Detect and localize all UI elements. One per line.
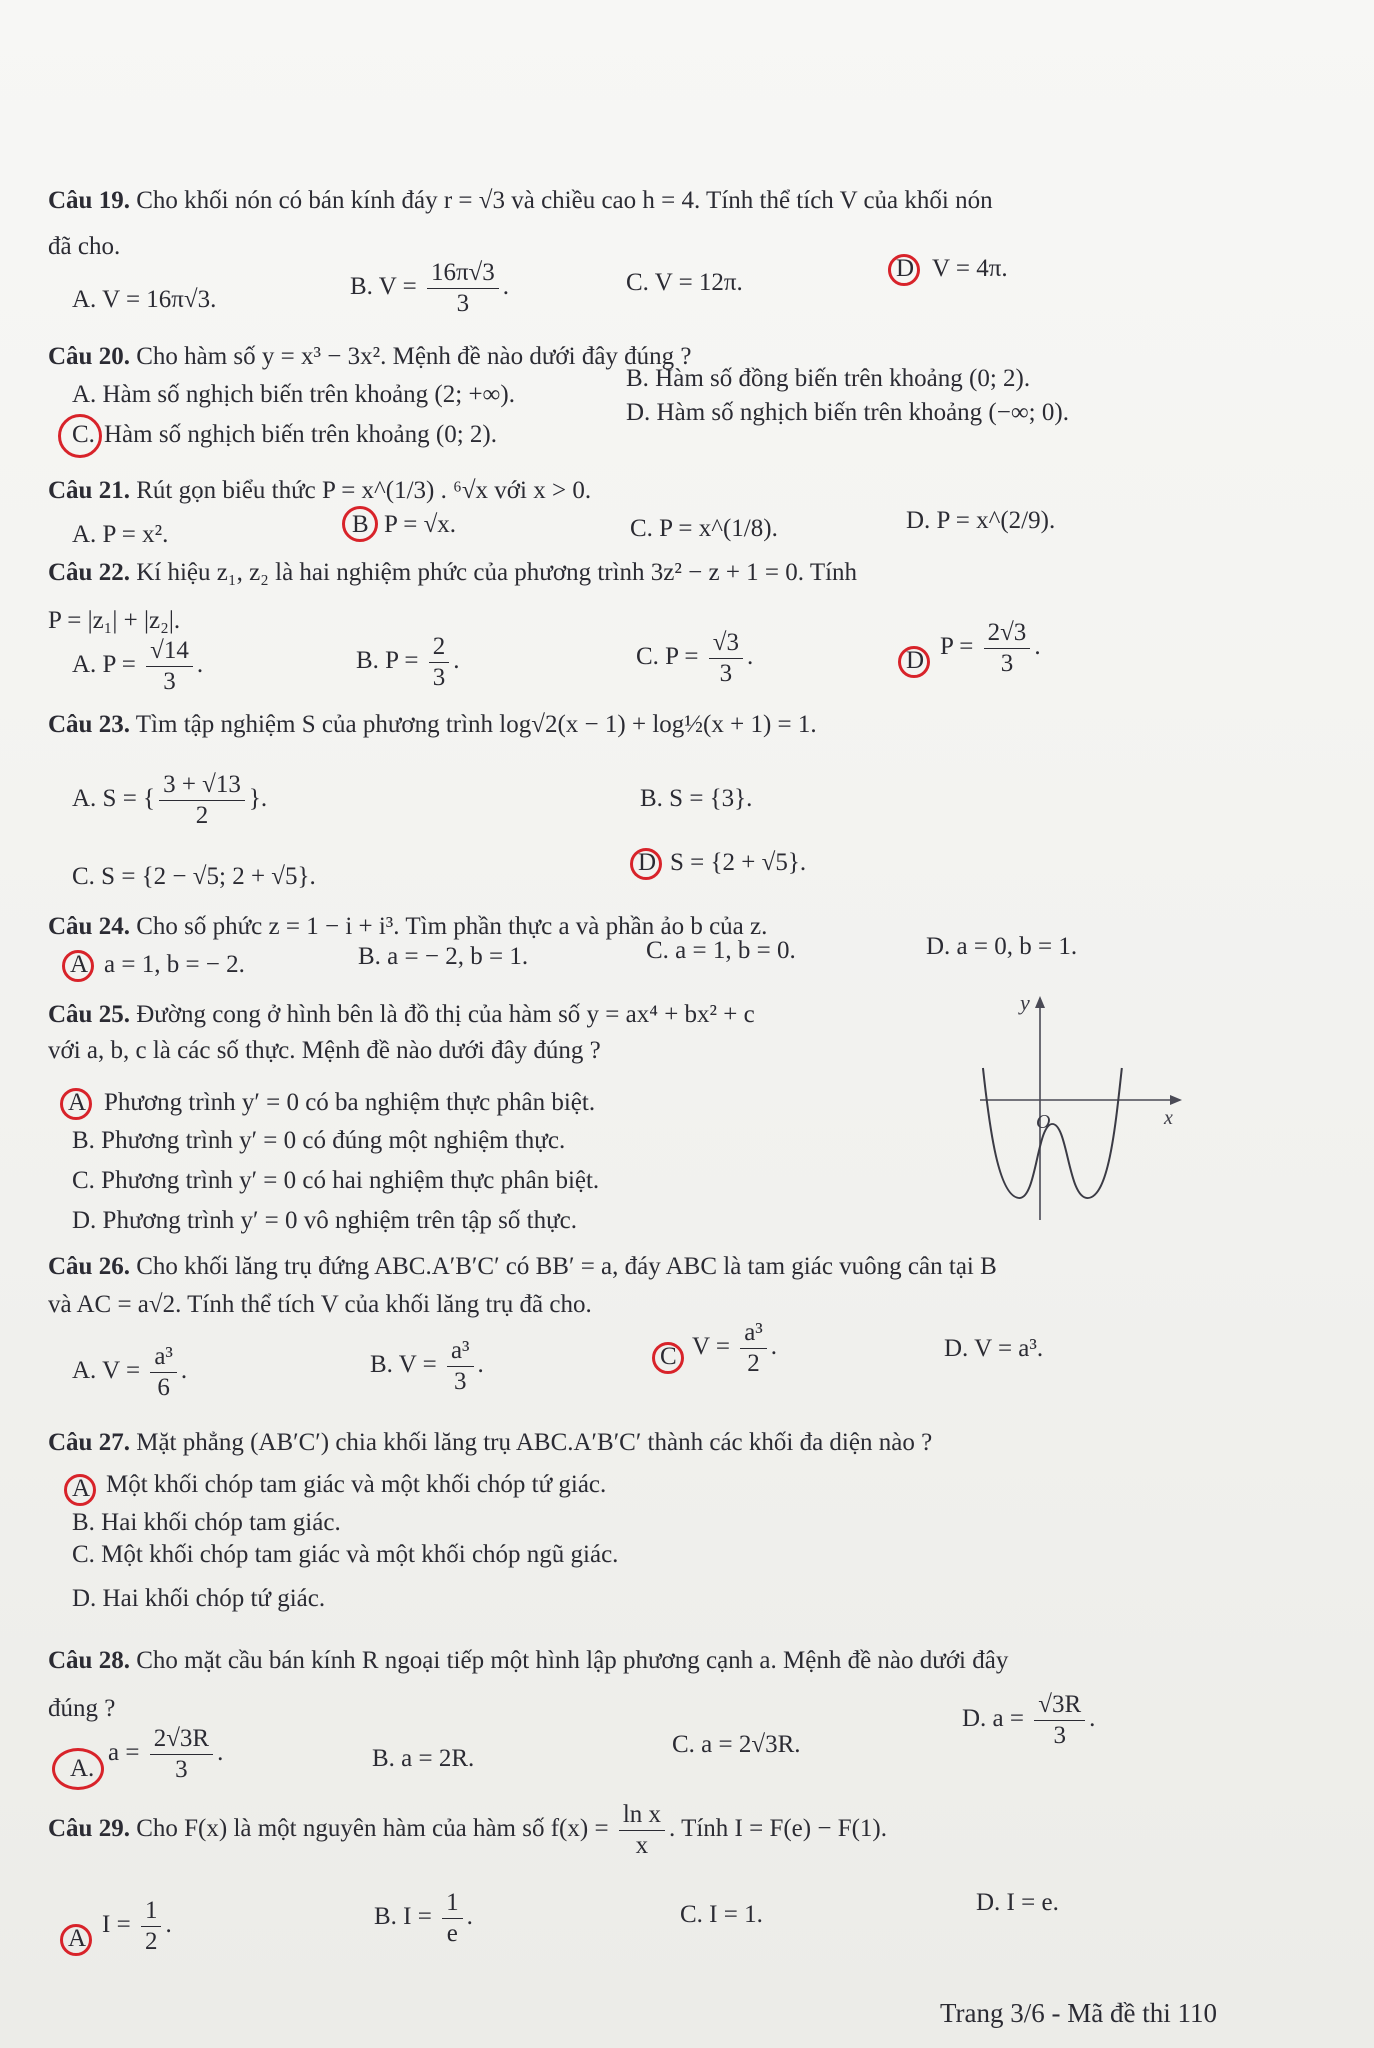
- option-prefix: A. S = {: [72, 785, 156, 813]
- q29-option-a: I = $\frac{1}{2}$ .: [102, 1897, 172, 1955]
- q25-option-d: D. Phương trình y′ = 0 vô nghiệm trên tập số thực.: [72, 1207, 577, 1234]
- fraction: [141, 1896, 162, 1957]
- q22-option-a: A. P = $\frac{√14}{3}$ .: [72, 637, 204, 695]
- question-text: Cho khối nón có bán kính đáy r = √3 và chiều cao h = 4. Tính thể tích V của khối nón: [136, 187, 993, 214]
- option-prefix: V =: [692, 1333, 730, 1361]
- denominator: 3: [163, 668, 176, 695]
- q29-option-a-letter: A: [68, 1925, 87, 1952]
- q27-option-b: B. Hai khối chóp tam giác.: [72, 1509, 341, 1536]
- page-footer: Trang 3/6 - Mã đề thi 110: [940, 1998, 1217, 2028]
- q27-option-a: Một khối chóp tam giác và một khối chóp tứ giác.: [106, 1471, 607, 1498]
- question-number: Câu 26.: [48, 1253, 130, 1280]
- q23-option-c: C. S = {2 − √5; 2 + √5}.: [72, 863, 316, 890]
- question-26-stem: [48, 1252, 997, 1282]
- q26-option-a: A. V = $\frac{\text{a³}}{6}$ .: [72, 1343, 188, 1401]
- q24-option-c: C. a = 1, b = 0.: [646, 937, 796, 964]
- numerator: a³: [150, 1342, 177, 1373]
- q19-option-d-letter: D: [896, 255, 915, 282]
- numerator: a³: [447, 1336, 474, 1367]
- q23-option-d-letter: D: [638, 849, 657, 876]
- q28-option-d: D. a = $\frac{√3R}{3}$ .: [962, 1691, 1096, 1749]
- option-prefix: a =: [108, 1739, 140, 1767]
- question-19-stem: [48, 186, 993, 216]
- q23-option-d: S = {2 + √5}.: [670, 849, 807, 876]
- fraction: [159, 770, 245, 831]
- denominator: 3: [1053, 1722, 1066, 1749]
- numerator: 16π√3: [427, 258, 499, 289]
- question-text: Cho hàm số y = x³ − 3x². Mệnh đề nào dưới đây đúng ?: [136, 343, 692, 370]
- q19-option-c: C. V = 12π.: [626, 269, 743, 296]
- question-20-stem: [48, 342, 692, 372]
- fraction: [146, 636, 193, 697]
- denominator: 3: [175, 1756, 188, 1783]
- denominator: 2: [195, 802, 209, 829]
- fraction: [150, 1724, 213, 1785]
- question-28-stem: [48, 1646, 1008, 1676]
- q28-option-b: B. a = 2R.: [372, 1745, 475, 1772]
- numerator: √3: [709, 628, 743, 659]
- q19-option-d: V = 4π.: [932, 255, 1008, 282]
- option-prefix: B. P =: [356, 647, 419, 675]
- option-prefix: P =: [940, 633, 974, 661]
- question-number: Câu 27.: [48, 1429, 130, 1456]
- denominator: x: [635, 1832, 649, 1859]
- denominator: 3: [432, 664, 446, 691]
- option-prefix: B. I =: [374, 1903, 432, 1931]
- numerator: 1: [442, 1888, 463, 1919]
- q23-option-b: B. S = {3}.: [640, 785, 753, 812]
- q28-option-a: a = $\frac{2√3R}{3}$ .: [108, 1725, 224, 1783]
- numerator: ln x: [619, 1800, 665, 1831]
- fraction: [150, 1342, 177, 1403]
- denominator: 3: [453, 1368, 467, 1395]
- numerator: 2: [429, 632, 450, 663]
- option-prefix: I =: [102, 1911, 131, 1939]
- q28-option-c: C. a = 2√3R.: [672, 1731, 801, 1758]
- question-27-stem: [48, 1428, 932, 1458]
- q29-option-c: C. I = 1.: [680, 1901, 763, 1928]
- y-axis-arrow-icon: [1035, 996, 1045, 1008]
- question-text: Rút gọn biểu thức P = x^(1/3) . ⁶√x với x > 0.: [136, 477, 592, 504]
- q22-option-d-letter: D: [906, 647, 925, 674]
- q20-option-a: A. Hàm số nghịch biến trên khoảng (2; +∞).: [72, 381, 515, 408]
- q23-option-a: [72, 770, 267, 831]
- question-23-stem: [48, 710, 817, 740]
- question-number: Câu 28.: [48, 1647, 130, 1674]
- q21-option-b: P = √x.: [384, 511, 457, 538]
- q20-option-c-letter: C.: [72, 421, 95, 448]
- question-number: Câu 25.: [48, 1001, 130, 1028]
- q21-option-b-letter: B: [352, 511, 369, 538]
- option-suffix: }.: [248, 785, 268, 813]
- question-22-stem-cont: P = |z₁| + |z₂|.: [48, 607, 181, 634]
- q22-option-c: C. P = $\frac{√3}{3}$ .: [636, 629, 754, 687]
- q26-option-c: V = $\frac{\text{a³}}{2}$ .: [692, 1319, 778, 1377]
- denominator: 3: [456, 290, 470, 317]
- q24-option-b: B. a = − 2, b = 1.: [358, 943, 529, 970]
- question-number: Câu 22.: [48, 559, 130, 586]
- question-28-stem-cont: đúng ?: [48, 1695, 116, 1722]
- question-text: Cho số phức z = 1 − i + i³. Tìm phần thực a và phần ảo b của z.: [136, 913, 768, 940]
- q28-option-a-letter: A.: [70, 1755, 95, 1782]
- numerator: √14: [146, 636, 193, 667]
- denominator: 2: [144, 1928, 158, 1955]
- q22-option-d: P = $\frac{2√3}{3}$ .: [940, 619, 1041, 677]
- numerator: 3 + √13: [159, 770, 245, 801]
- question-text-cont: . Tính I = F(e) − F(1).: [669, 1815, 888, 1843]
- fraction: [447, 1336, 474, 1397]
- q29-option-d: D. I = e.: [976, 1889, 1059, 1916]
- question-text: Đường cong ở hình bên là đồ thị của hàm số y = ax⁴ + bx² + c: [136, 1001, 755, 1028]
- question-text: Cho F(x) là một nguyên hàm của hàm số f(x) =: [136, 1815, 609, 1843]
- question-text: Cho khối lăng trụ đứng ABC.A′B′C′ có BB′ = a, đáy ABC là tam giác vuông cân tại B: [136, 1253, 997, 1280]
- question-text: Cho mặt cầu bán kính R ngoại tiếp một hình lập phương cạnh a. Mệnh đề nào dưới đây: [136, 1647, 1009, 1674]
- fraction: [709, 628, 743, 689]
- denominator: 2: [747, 1350, 760, 1377]
- q20-option-b: B. Hàm số đồng biến trên khoảng (0; 2).: [626, 365, 1031, 392]
- function-curve: [983, 1068, 1122, 1198]
- question-22-stem: [48, 558, 857, 588]
- question-number: Câu 29.: [48, 1815, 130, 1843]
- numerator: 1: [141, 1896, 162, 1927]
- q21-option-d: D. P = x^(2/9).: [906, 507, 1056, 534]
- option-prefix: B. V =: [370, 1351, 437, 1379]
- fraction: [1034, 1690, 1085, 1751]
- option-prefix: A. V =: [72, 1357, 141, 1385]
- denominator: 3: [1000, 650, 1014, 677]
- option-prefix: A. P =: [72, 651, 136, 679]
- q19-option-b: B. V = $\frac{16\pi√3}{3}$ .: [350, 259, 510, 317]
- numerator: a³: [740, 1318, 767, 1349]
- q26-option-b: B. V = $\frac{\text{a³}}{3}$ .: [370, 1337, 484, 1395]
- question-text: Kí hiệu z₁, z₂ là hai nghiệm phức của phương trình 3z² − z + 1 = 0. Tính: [136, 559, 858, 586]
- denominator: e: [446, 1920, 458, 1947]
- q25-option-a-letter: A: [68, 1089, 87, 1116]
- question-number: Câu 23.: [48, 711, 130, 738]
- denominator: 3: [719, 660, 733, 687]
- q29-option-b: B. I = $\frac{1}{e}$ .: [374, 1889, 473, 1947]
- question-19-stem-cont: đã cho.: [48, 233, 121, 260]
- q19-option-a: A. V = 16π√3.: [72, 286, 217, 313]
- fraction: [619, 1800, 665, 1861]
- q21-option-a: A. P = x².: [72, 521, 169, 548]
- q20-option-c: Hàm số nghịch biến trên khoảng (0; 2).: [104, 421, 497, 448]
- fraction: [429, 632, 450, 693]
- question-number: Câu 19.: [48, 187, 130, 214]
- question-number: Câu 20.: [48, 343, 130, 370]
- q27-option-a-letter: A: [72, 1475, 91, 1502]
- q27-option-d: D. Hai khối chóp tứ giác.: [72, 1585, 326, 1612]
- question-25-stem: [48, 1000, 755, 1030]
- q25-option-b: B. Phương trình y′ = 0 có đúng một nghiệm thực.: [72, 1127, 566, 1154]
- numerator: 2√3R: [150, 1724, 213, 1755]
- numerator: 2√3: [984, 618, 1031, 649]
- q21-option-c: C. P = x^(1/8).: [630, 515, 778, 542]
- question-26-stem-cont: và AC = a√2. Tính thể tích V của khối lăng trụ đã cho.: [48, 1291, 592, 1318]
- option-prefix: C. P =: [636, 643, 699, 671]
- question-number: Câu 24.: [48, 913, 130, 940]
- denominator: 6: [157, 1374, 170, 1401]
- x-axis-label: x: [1164, 1107, 1173, 1129]
- option-prefix: D. a =: [962, 1705, 1024, 1733]
- q24-option-d: D. a = 0, b = 1.: [926, 933, 1078, 960]
- fraction: [442, 1888, 463, 1949]
- q25-option-a: Phương trình y′ = 0 có ba nghiệm thực phân biệt.: [104, 1089, 596, 1116]
- option-prefix: B. V =: [350, 273, 417, 301]
- q25-option-c: C. Phương trình y′ = 0 có hai nghiệm thực phân biệt.: [72, 1167, 600, 1194]
- quartic-graph: [980, 990, 1190, 1230]
- origin-label: O: [1036, 1111, 1051, 1133]
- x-axis-arrow-icon: [1170, 1095, 1182, 1105]
- question-text: Mặt phẳng (AB′C′) chia khối lăng trụ ABC.A′B′C′ thành các khối đa diện nào ?: [136, 1429, 933, 1456]
- question-21-stem: [48, 476, 591, 506]
- q26-option-c-letter: C: [660, 1343, 677, 1370]
- question-29-stem: [48, 1800, 887, 1861]
- question-text: Tìm tập nghiệm S của phương trình log√2(x − 1) + log½(x + 1) = 1.: [135, 711, 817, 738]
- y-axis-label: y: [1020, 990, 1030, 1015]
- fraction: [427, 258, 499, 319]
- q24-option-a-letter: A: [70, 951, 89, 978]
- q26-option-d: D. V = a³.: [944, 1335, 1044, 1362]
- q24-option-a: a = 1, b = − 2.: [104, 951, 245, 978]
- q27-option-c: C. Một khối chóp tam giác và một khối chóp ngũ giác.: [72, 1541, 619, 1568]
- q20-option-d: D. Hàm số nghịch biến trên khoảng (−∞; 0).: [626, 399, 1069, 426]
- q22-option-b: B. P = $\frac{2}{3}$ .: [356, 633, 460, 691]
- question-25-stem-cont: với a, b, c là các số thực. Mệnh đề nào dưới đây đúng ?: [48, 1037, 601, 1064]
- fraction: [740, 1318, 767, 1379]
- question-number: Câu 21.: [48, 477, 130, 504]
- numerator: √3R: [1034, 1690, 1085, 1721]
- fraction: [984, 618, 1031, 679]
